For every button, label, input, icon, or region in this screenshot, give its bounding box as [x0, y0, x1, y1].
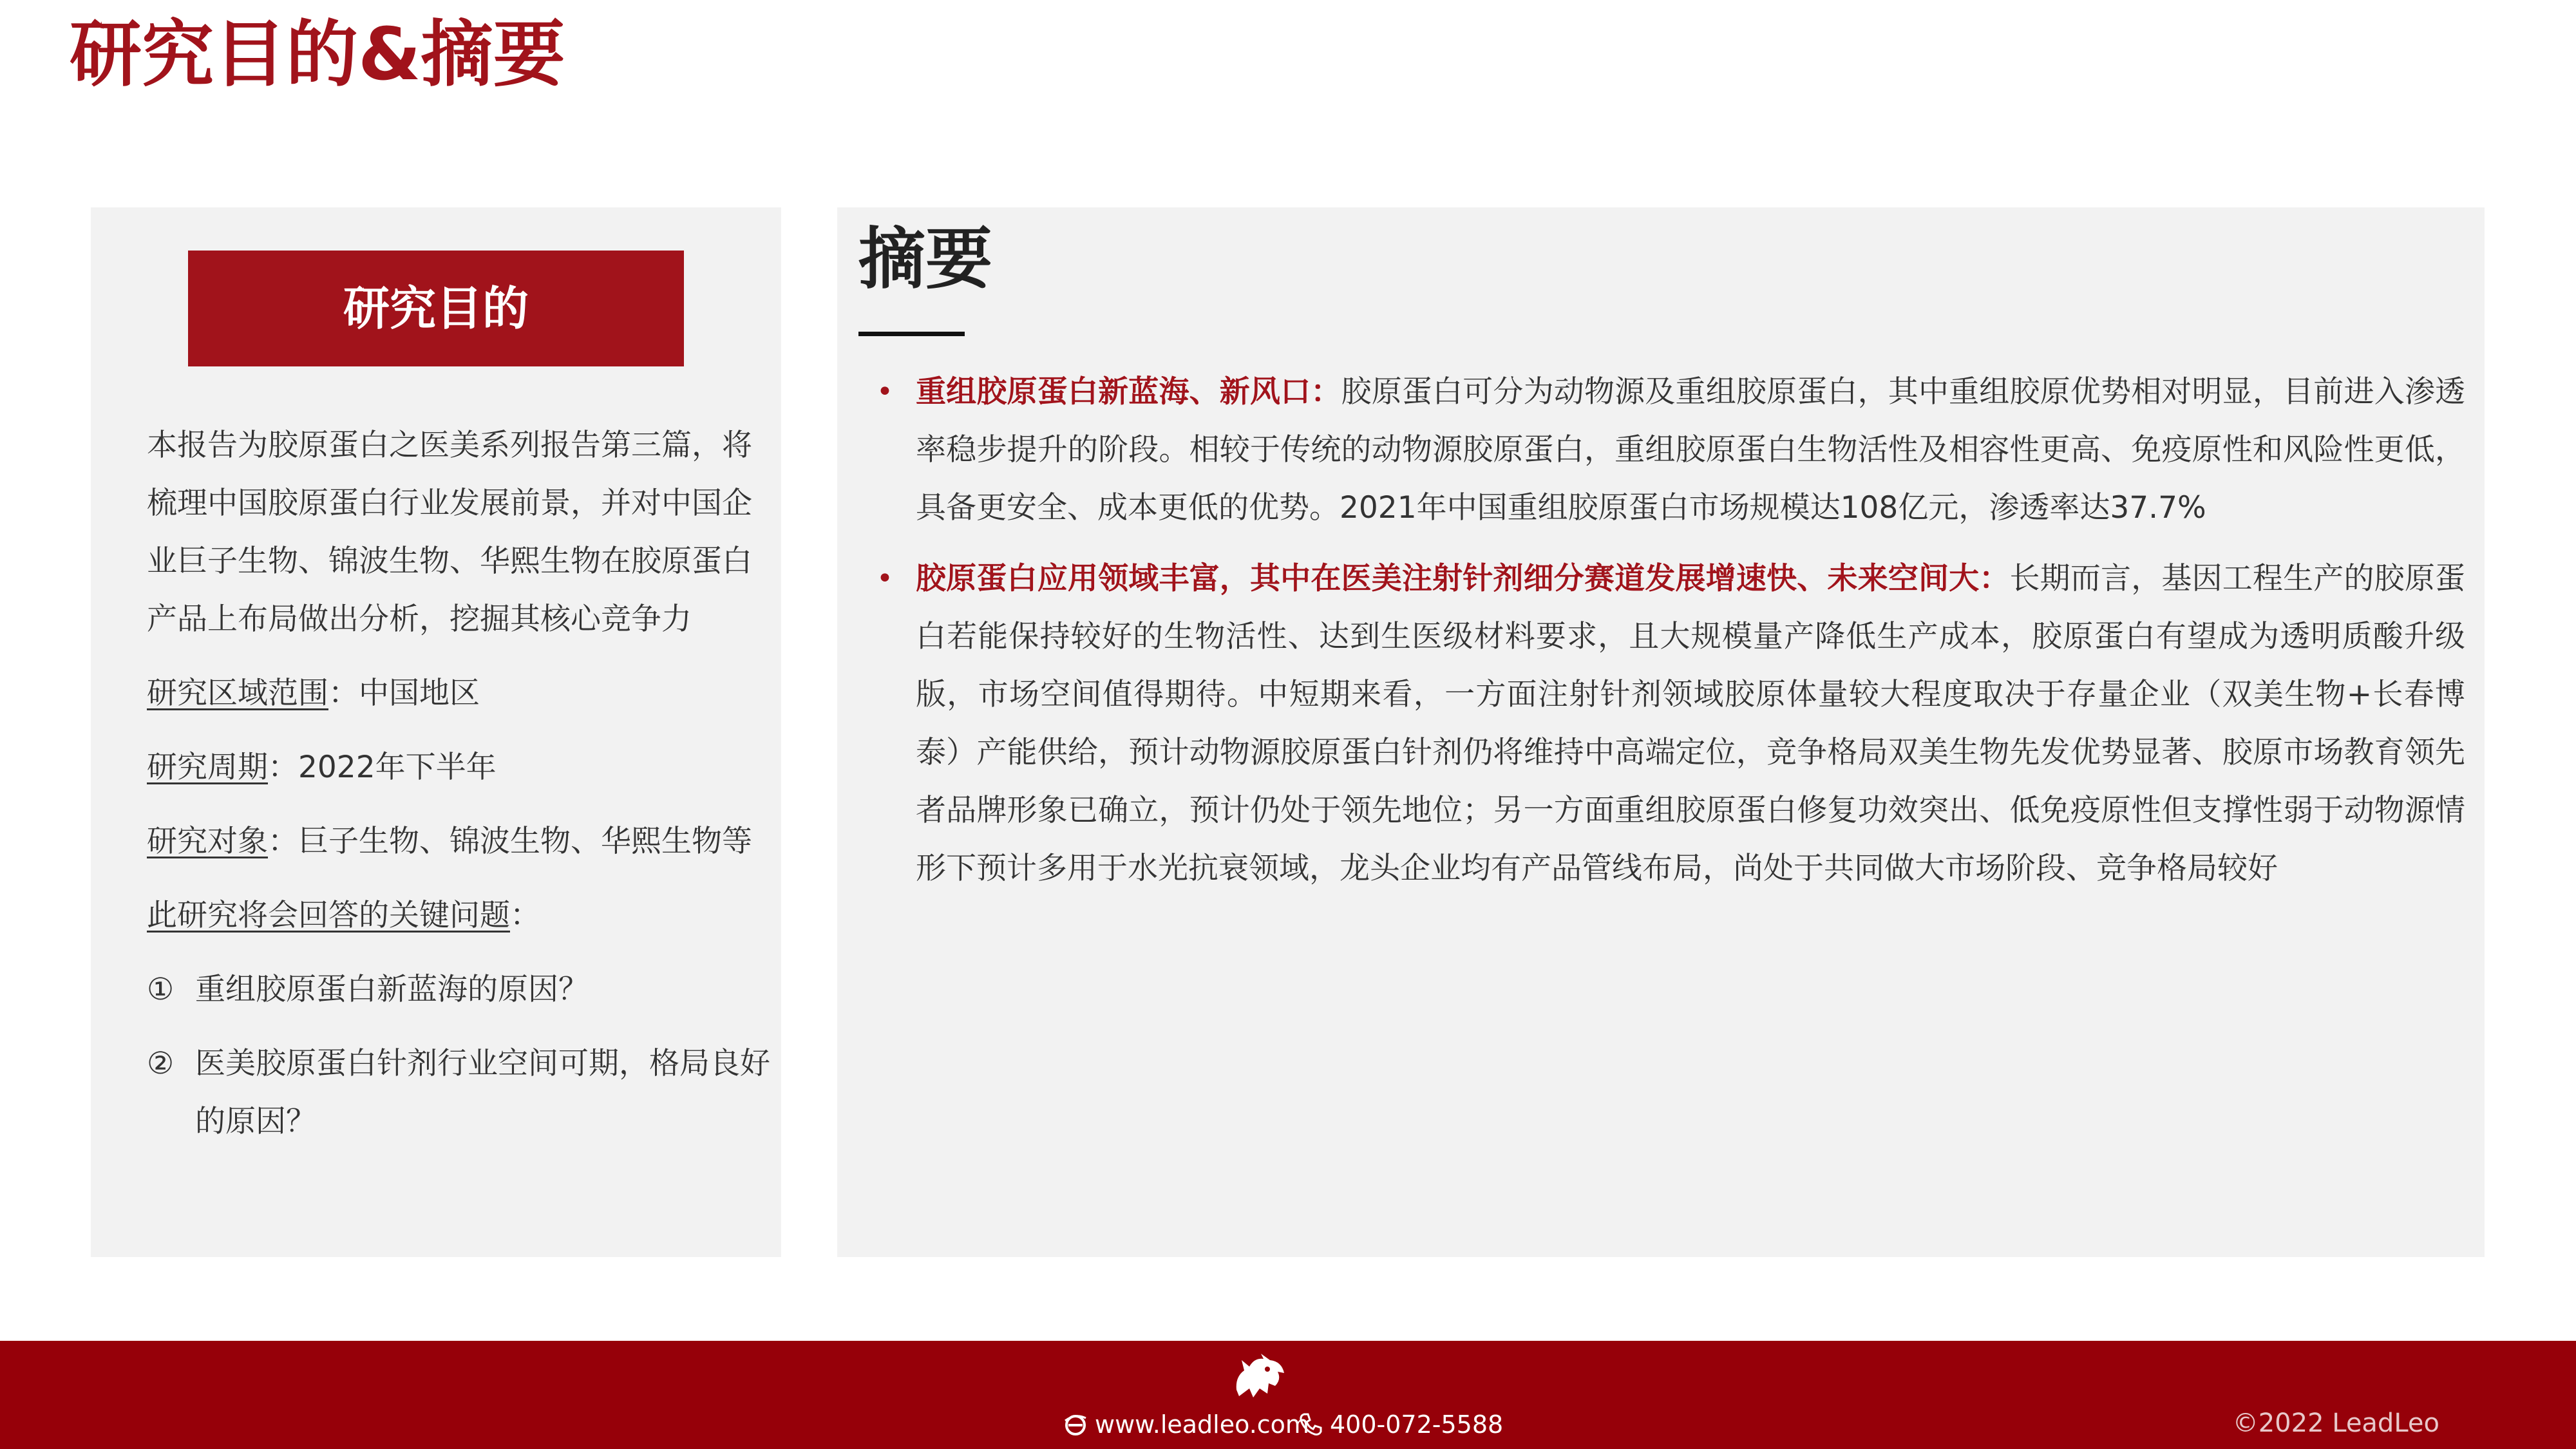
- summary-bullet: [858, 550, 2465, 898]
- research-purpose-panel: [91, 207, 781, 1257]
- summary-divider: [858, 332, 965, 336]
- question-text: 医美胶原蛋白针剂行业空间可期，格局良好的原因？: [195, 1046, 770, 1139]
- bullet-icon: •: [876, 375, 893, 408]
- region-line: [147, 665, 772, 723]
- period-value: ：2022年下半年: [268, 750, 497, 785]
- questions-colon: ：: [510, 898, 540, 933]
- footer-phone[interactable]: [1298, 1408, 1503, 1441]
- website-text[interactable]: www.leadleo.com: [1095, 1410, 1309, 1439]
- object-line: [147, 813, 772, 871]
- questions-line: [147, 887, 772, 945]
- page-title: 研究目的&摘要: [70, 13, 565, 97]
- period-label: 研究周期: [147, 750, 268, 785]
- leadleo-logo-icon: [1230, 1351, 1288, 1401]
- object-label: 研究对象: [147, 824, 268, 859]
- bullet-body: 胶原蛋白可分为动物源及重组胶原蛋白，其中重组胶原优势相对明显，目前进入渗透率稳步提升的阶段。相较于传统的动物源胶原蛋白，重组胶原蛋白生物活性及相容性更高、免疫原性和风险性更低，具备更安全、成本更低的优势。2021年中国重组胶原蛋白市场规模达108亿元，渗透率达37.7%: [916, 374, 2466, 526]
- question-item: [147, 961, 772, 1019]
- summary-title: 摘要: [858, 220, 993, 298]
- bullet-text: [916, 363, 2465, 537]
- question-item: [147, 1035, 772, 1151]
- period-line: [147, 739, 772, 797]
- bullet-heading: 重组胶原蛋白新蓝海、新风口：: [916, 374, 1341, 410]
- footer-bar: [0, 1341, 2576, 1449]
- region-label: 研究区域范围: [147, 676, 328, 711]
- question-text: 重组胶原蛋白新蓝海的原因？: [195, 972, 589, 1007]
- bullet-body: 长期而言，基因工程生产的胶原蛋白若能保持较好的生物活性、达到生医级材料要求，且大规模量产降低生产成本，胶原蛋白有望成为透明质酸升级版，市场空间值得期待。中短期来看，一方面注射针剂领域胶原体量较大程度取决于存量企业（双美生物+长春博泰）产能供给，预计动物源胶原蛋白针剂仍将维持中高端定位，竞争格局双美生物先发优势显著、胶原市场教育领先者品牌形象已确立，预计仍处于领先地位；另一方面重组胶原蛋白修复功效突出、低免疫原性但支撑性弱于动物源情形下预计多用于水光抗衰领域，龙头企业均有产品管线布局，尚处于共同做大市场阶段、竞争格局较好: [916, 561, 2466, 886]
- bullet-icon: •: [876, 562, 893, 595]
- footer-website[interactable]: [1063, 1408, 1309, 1441]
- globe-e-icon: [1063, 1412, 1088, 1437]
- phone-text[interactable]: 400-072-5588: [1330, 1410, 1504, 1439]
- copyright-text: ©2022 LeadLeo: [2232, 1408, 2439, 1438]
- object-value: ：巨子生物、锦波生物、华熙生物等: [268, 824, 752, 859]
- summary-bullet-list: [858, 363, 2465, 911]
- research-purpose-body: [147, 417, 772, 1167]
- bullet-text: [916, 550, 2465, 898]
- phone-icon: [1298, 1412, 1323, 1437]
- questions-label: 此研究将会回答的关键问题: [147, 898, 510, 933]
- question-number: ①: [147, 972, 175, 1007]
- bullet-heading: 胶原蛋白应用领域丰富，其中在医美注射针剂细分赛道发展增速快、未来空间大：: [916, 561, 2010, 596]
- research-purpose-header: 研究目的: [188, 251, 684, 366]
- question-number: ②: [147, 1046, 175, 1081]
- region-value: ：中国地区: [328, 676, 480, 711]
- summary-panel: [837, 207, 2485, 1257]
- intro-paragraph: 本报告为胶原蛋白之医美系列报告第三篇，将梳理中国胶原蛋白行业发展前景，并对中国企业巨子生物、锦波生物、华熙生物在胶原蛋白产品上布局做出分析，挖掘其核心竞争力: [147, 428, 752, 637]
- summary-bullet: [858, 363, 2465, 537]
